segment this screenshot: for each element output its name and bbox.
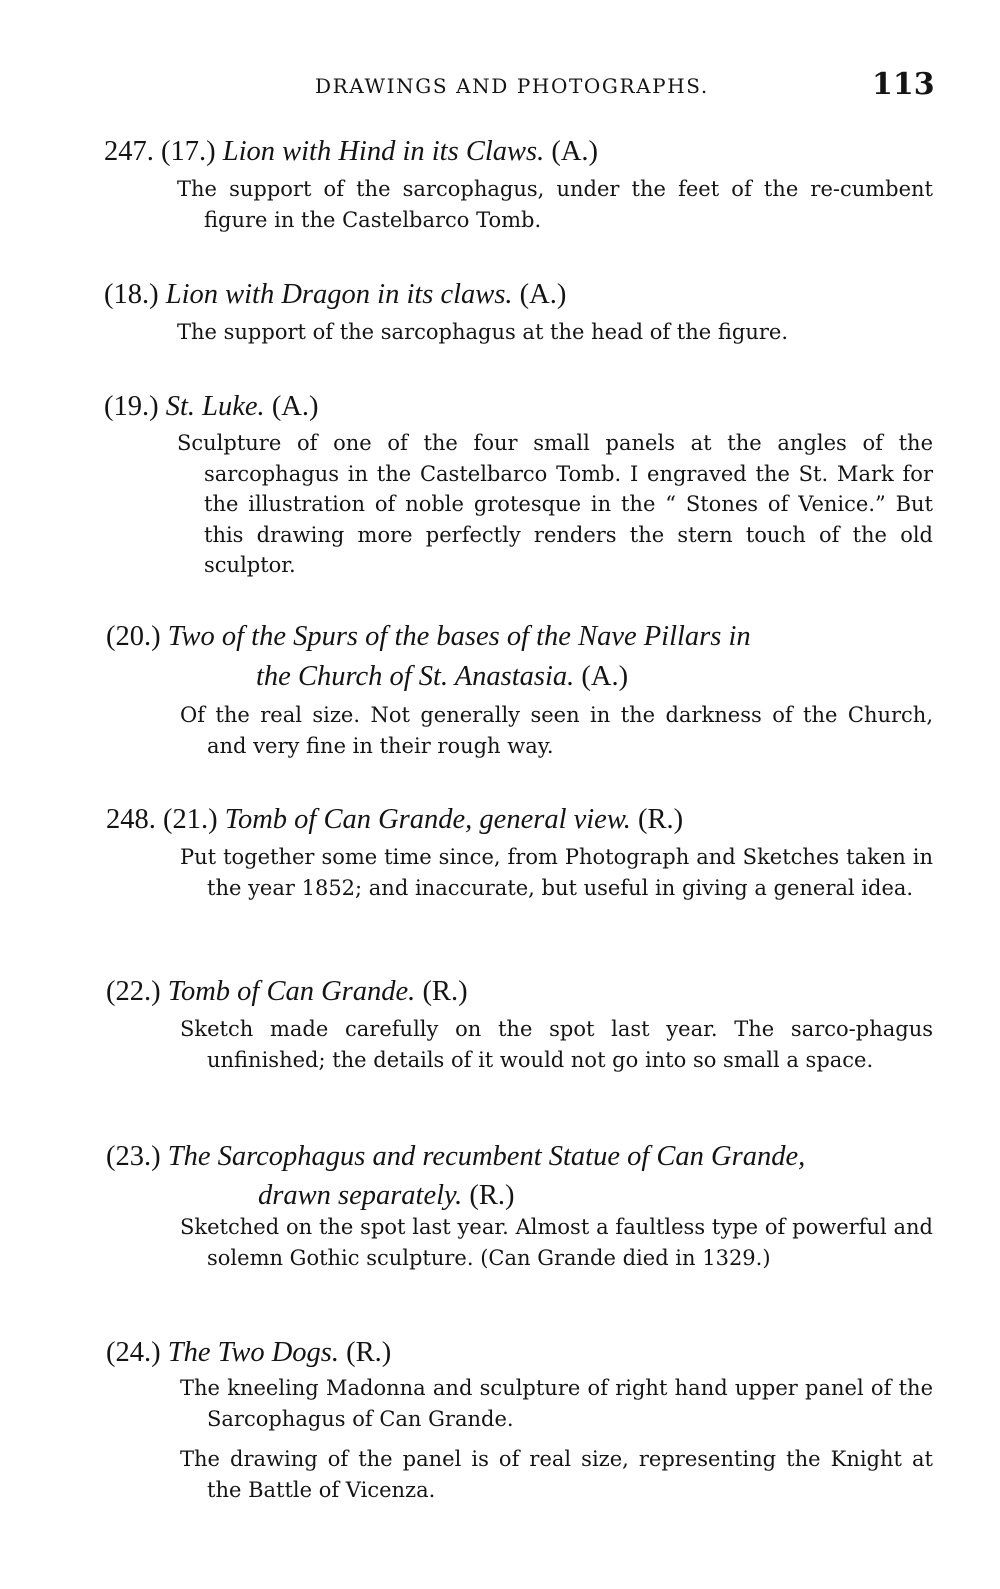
entry-description: Put together some time since, from Photograph and Sketches taken in the year 1852; and inaccurate, but useful in giving a general idea. [180,845,933,900]
catalogue-number: 247. [104,136,154,167]
entry-heading [104,387,319,427]
entry-title: Two of the Spurs of the bases of the Nave Pillars in [167,621,751,652]
catalogue-number: 248. [106,804,156,835]
entry-title-continued: the Church of St. Anastasia. [256,661,575,692]
entry-number: (23.) [106,1141,161,1172]
entry-code: (R.) [346,1337,392,1368]
entry-title-continued: drawn separately. [258,1180,463,1211]
entry-number: (19.) [104,391,159,422]
entry-code: (A.) [519,279,567,310]
entry-number: (17.) [161,136,216,167]
entry-description: Sketched on the spot last year. Almost a faultless type of powerful and solemn Gothic sculpture. (Can Grande died in 1329.) [180,1215,933,1270]
entry-title: Tomb of Can Grande. [167,976,416,1007]
entry-description-extra: The drawing of the panel is of real size, representing the Knight at the Battle of Vicenza. [180,1447,933,1502]
entry-title: Lion with Hind in its Claws. [222,136,545,167]
entry-description: The support of the sarcophagus at the head of the figure. [177,320,788,344]
page-header [0,67,1000,110]
entry-title: The Two Dogs. [167,1337,340,1368]
entry-description: Of the real size. Not generally seen in the darkness of the Church, and very fine in their rough way. [180,703,933,758]
entry-code: (R.) [637,804,684,835]
entry-title: Lion with Dragon in its claws. [165,279,513,310]
entry-title: Tomb of Can Grande, general view. [224,804,631,835]
entry-number: (22.) [106,976,161,1007]
entry-code: (A.) [581,661,629,692]
entry-heading [104,132,598,172]
entry-description: Sculpture of one of the four small panels at the angles of the sarcophagus in the Castelbarco Tomb. I engraved the St. Mark for the illustration of noble grotesque in the “ Stones of Venice.” But this drawing more perfectly renders the stern touch of the old sculptor. [177,431,933,577]
entry-heading [106,800,683,840]
entry-number: (24.) [106,1337,161,1368]
running-head: DRAWINGS AND PHOTOGRAPHS. [315,74,709,98]
entry-heading [104,275,566,315]
entry-number: (18.) [104,279,159,310]
entry-title: The Sarcophagus and recumbent Statue of Can Grande, [167,1141,806,1172]
entry-code: (A.) [551,136,599,167]
entry-heading [106,1333,391,1373]
entry-title: St. Luke. [165,391,265,422]
page-number: 113 [872,67,935,102]
entry-heading [106,617,751,657]
entry-code: (R.) [422,976,468,1007]
entry-heading-continued [256,657,628,697]
entry-number: (21.) [163,804,218,835]
entry-code: (A.) [271,391,319,422]
entry-heading-continued [258,1176,515,1216]
entry-description: The kneeling Madonna and sculpture of right hand upper panel of the Sarcophagus of Can Grande. [180,1376,933,1431]
entry-number: (20.) [106,621,161,652]
entry-heading [106,972,468,1012]
entry-heading [106,1137,805,1177]
entry-description: Sketch made carefully on the spot last year. The sarco-phagus unfinished; the details of it would not go into so small a space. [180,1017,933,1072]
entry-description: The support of the sarcophagus, under the feet of the re-cumbent figure in the Castelbarco Tomb. [177,177,933,232]
entry-code: (R.) [469,1180,515,1211]
